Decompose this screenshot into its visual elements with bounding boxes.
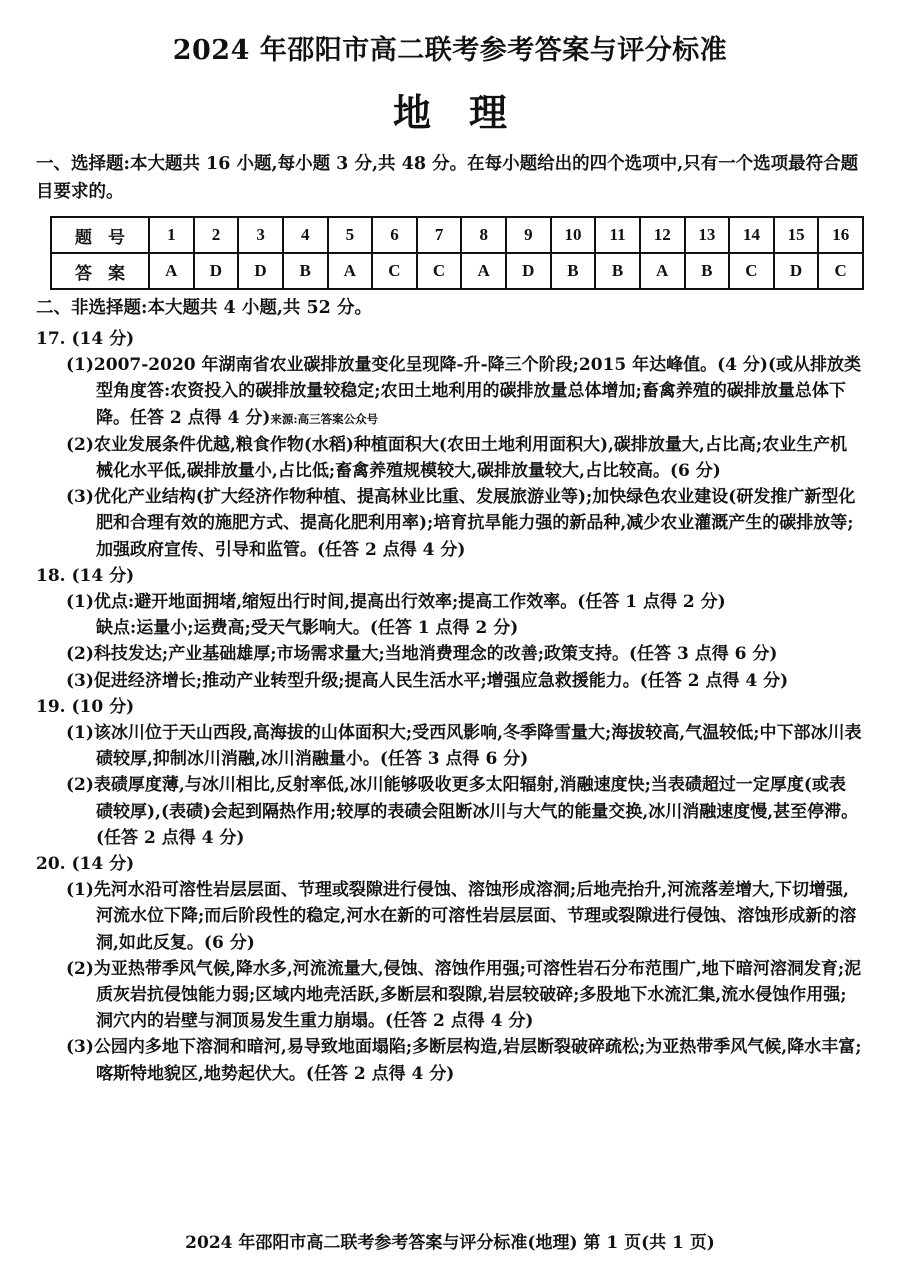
answer-text: 缺点:运量小;运费高;受天气影响大。(任答 1 点得 2 分) <box>96 618 519 639</box>
answer-cell: A <box>461 253 506 289</box>
answer-text: (3)促进经济增长;推动产业转型升级;提高人民生活水平;增强应急救援能力。(任答 2 点得 4 分) <box>66 670 789 691</box>
question-number: 15 <box>774 217 819 253</box>
question-17-part-2 <box>66 432 862 484</box>
answer-text: (2)为亚热带季风气候,降水多,河流流量大,侵蚀、溶蚀作用强;可溶性岩石分布范围广,地下暗河溶洞发育;泥质灰岩抗侵蚀能力弱;区域内地壳活跃,多断层和裂隙,岩层较破碎;多股地下水流汇集,流水侵蚀作用强;洞穴内的岩壁与洞顶易发生重力崩塌。(任答 2 点得 4 分) <box>66 958 862 1032</box>
answer-text: (2)科技发达;产业基础雄厚;市场需求量大;当地消费理念的改善;政策支持。(任答 3 点得 6 分) <box>66 644 778 665</box>
row-label-answer: 答案 <box>51 253 149 289</box>
question-number: 1 <box>149 217 194 253</box>
table-row-numbers <box>51 217 863 253</box>
question-number: 14 <box>729 217 774 253</box>
question-18-heading: 18. (14 分) <box>36 565 135 586</box>
subject-title: 地理 <box>392 90 545 135</box>
section-2-heading: 二、非选择题:本大题共 4 小题,共 52 分。 <box>36 298 372 318</box>
question-20-heading: 20. (14 分) <box>36 854 135 875</box>
document-title: 2024 年邵阳市高二联考参考答案与评分标准 <box>172 35 728 66</box>
question-18-part-3 <box>66 668 862 694</box>
question-20-part-3 <box>66 1034 862 1086</box>
answers-content <box>36 326 862 1087</box>
answer-cell: C <box>729 253 774 289</box>
question-18-part-2 <box>66 641 862 667</box>
answer-cell: B <box>283 253 328 289</box>
question-number: 13 <box>685 217 730 253</box>
answer-text: (2)农业发展条件优越,粮食作物(水稻)种植面积大(农田土地利用面积大),碳排放量大,占比高;农业生产机械化水平低,碳排放量小,占比低;畜禽养殖规模较大,碳排放量较大,占比较高。(6 分) <box>66 434 848 482</box>
answer-text: (2)表碛厚度薄,与冰川相比,反射率低,冰川能够吸收更多太阳辐射,消融速度快;当表碛超过一定厚度(或表碛较厚),(表碛)会起到隔热作用;较厚的表碛会阻断冰川与大气的能量交换,冰川消融速度慢,甚至停滞。(任答 2 点得 4 分) <box>66 775 859 848</box>
question-19-part-1 <box>66 720 862 772</box>
answer-text: (1)2007-2020 年湖南省农业碳排放量变化呈现降-升-降三个阶段;2015 年达峰值。(4 分)(或从排放类型角度答:农资投入的碳排放量较稳定;农田土地利用的碳排放量总体增加;畜禽养殖的碳排放量总体下降。任答 2 点得 4 分) <box>66 355 862 428</box>
question-18-part-1 <box>66 589 862 615</box>
answer-cell: D <box>238 253 283 289</box>
table-row-answers <box>51 253 863 289</box>
question-20-part-2 <box>66 956 862 1035</box>
answer-text: (3)优化产业结构(扩大经济作物种植、提高林业比重、发展旅游业等);加快绿色农业建设(研发推广新型化肥和合理有效的施肥方式、提高化肥利用率);培育抗旱能力强的新品种,减少农业灌溉产生的碳排放等;加强政府宣传、引导和监管。(任答 2 点得 4 分) <box>66 487 856 560</box>
answer-cell: B <box>551 253 596 289</box>
answer-cell: D <box>774 253 819 289</box>
question-20-part-1 <box>66 877 862 956</box>
question-number: 7 <box>417 217 462 253</box>
question-number: 16 <box>818 217 863 253</box>
question-19-part-2 <box>66 772 862 851</box>
question-18-part-1-cont <box>66 615 862 641</box>
answer-text: (1)先河水沿可溶性岩层层面、节理或裂隙进行侵蚀、溶蚀形成溶洞;后地壳抬升,河流落差增大,下切增强,河流水位下降;而后阶段性的稳定,河水在新的可溶性岩层层面、节理或裂隙进行侵蚀、溶蚀形成新的溶洞,如此反复。(6 分) <box>66 880 857 953</box>
answer-cell: D <box>194 253 239 289</box>
answer-cell: B <box>685 253 730 289</box>
question-number: 3 <box>238 217 283 253</box>
question-19-heading: 19. (10 分) <box>36 696 135 717</box>
answer-cell: A <box>640 253 685 289</box>
question-number: 2 <box>194 217 239 253</box>
question-number: 6 <box>372 217 417 253</box>
answer-text: (3)公园内多地下溶洞和暗河,易导致地面塌陷;多断层构造,岩层断裂破碎疏松;为亚热带季风气候,降水丰富;喀斯特地貌区,地势起伏大。(任答 2 点得 4 分) <box>66 1037 862 1084</box>
section-1-heading: 一、选择题:本大题共 16 小题,每小题 3 分,共 48 分。在每小题给出的四个选项中,只有一个选项最符合题目要求的。 <box>36 154 859 202</box>
question-17-part-1 <box>66 352 862 432</box>
question-number: 9 <box>506 217 551 253</box>
question-number: 5 <box>328 217 373 253</box>
row-label-number: 题号 <box>51 217 149 253</box>
question-number: 10 <box>551 217 596 253</box>
answer-cell: C <box>372 253 417 289</box>
question-number: 4 <box>283 217 328 253</box>
source-note: 来源:高三答案公众号 <box>270 411 379 426</box>
question-17-part-3 <box>66 484 862 563</box>
answer-cell: B <box>595 253 640 289</box>
question-17-heading: 17. (14 分) <box>36 329 135 349</box>
answer-cell: C <box>417 253 462 289</box>
answer-table <box>50 216 864 290</box>
answer-cell: A <box>328 253 373 289</box>
answer-cell: A <box>149 253 194 289</box>
page-footer: 2024 年邵阳市高二联考参考答案与评分标准(地理) 第 1 页(共 1 页) <box>185 1233 715 1253</box>
question-number: 11 <box>595 217 640 253</box>
answer-text: (1)该冰川位于天山西段,高海拔的山体面积大;受西风影响,冬季降雪量大;海拔较高,气温较低;中下部冰川表碛较厚,抑制冰川消融,冰川消融量小。(任答 3 点得 6 分) <box>66 723 862 770</box>
answer-cell: C <box>818 253 863 289</box>
answer-text: (1)优点:避开地面拥堵,缩短出行时间,提高出行效率;提高工作效率。(任答 1 点得 2 分) <box>66 592 726 613</box>
question-number: 12 <box>640 217 685 253</box>
answer-cell: D <box>506 253 551 289</box>
question-number: 8 <box>461 217 506 253</box>
